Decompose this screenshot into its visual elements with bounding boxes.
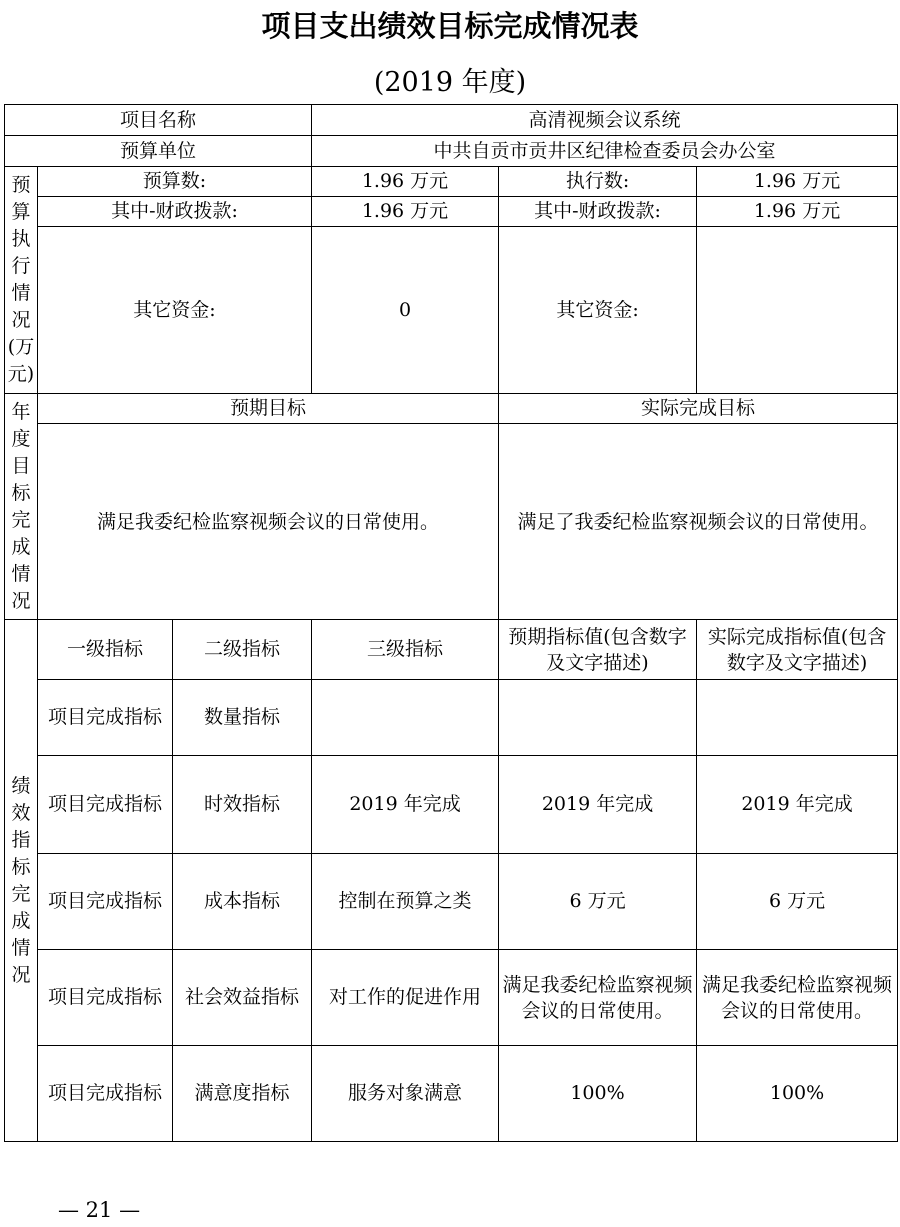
row-expected: 2019 年完成 <box>499 756 697 854</box>
goals-section-label: 年度目标完成情况 <box>5 394 38 620</box>
row-level3: 服务对象满意 <box>312 1046 499 1142</box>
row-level2: 数量指标 <box>173 680 312 756</box>
header-level1: 一级指标 <box>38 620 173 680</box>
other-exec-label: 其它资金: <box>499 227 697 394</box>
row-expected <box>499 680 697 756</box>
project-name-value: 高清视频会议系统 <box>312 105 898 136</box>
budget-row <box>5 167 898 197</box>
expected-goal-header: 预期目标 <box>38 394 499 424</box>
row-level1: 项目完成指标 <box>38 854 173 950</box>
exec-value: 1.96 万元 <box>697 167 898 197</box>
page-title: 项目支出绩效目标完成情况表 <box>261 9 639 43</box>
budget-label: 预算数: <box>38 167 312 197</box>
indicator-row-social <box>5 950 898 1046</box>
row-actual <box>697 680 898 756</box>
row-level1: 项目完成指标 <box>38 950 173 1046</box>
header-level2: 二级指标 <box>173 620 312 680</box>
fiscal-exec-value: 1.96 万元 <box>697 197 898 227</box>
fiscal-value: 1.96 万元 <box>312 197 499 227</box>
project-name-row <box>5 105 898 136</box>
row-level1: 项目完成指标 <box>38 680 173 756</box>
fiscal-row <box>5 197 898 227</box>
page-number: — 21 — <box>58 1198 141 1222</box>
row-level2: 社会效益指标 <box>173 950 312 1046</box>
row-actual: 2019 年完成 <box>697 756 898 854</box>
row-level3: 对工作的促进作用 <box>312 950 499 1046</box>
budget-section-label: 预算执行情况(万元) <box>5 167 38 394</box>
row-actual: 100% <box>697 1046 898 1142</box>
expected-goal-text: 满足我委纪检监察视频会议的日常使用。 <box>38 424 499 620</box>
budget-unit-row <box>5 136 898 167</box>
other-exec-value <box>697 227 898 394</box>
actual-goal-text: 满足了我委纪检监察视频会议的日常使用。 <box>499 424 898 620</box>
indicator-row-cost <box>5 854 898 950</box>
row-level2: 时效指标 <box>173 756 312 854</box>
row-expected: 100% <box>499 1046 697 1142</box>
performance-table <box>4 104 898 1142</box>
row-expected: 满足我委纪检监察视频会议的日常使用。 <box>499 950 697 1046</box>
budget-value: 1.96 万元 <box>312 167 499 197</box>
indicator-row-quantity <box>5 680 898 756</box>
row-level3: 控制在预算之类 <box>312 854 499 950</box>
row-level2: 成本指标 <box>173 854 312 950</box>
goals-content-row <box>5 424 898 620</box>
indicator-row-timeliness <box>5 756 898 854</box>
budget-unit-value: 中共自贡市贡井区纪律检查委员会办公室 <box>312 136 898 167</box>
goals-header-row <box>5 394 898 424</box>
indicators-section-label: 绩效指标完成情况 <box>5 620 38 1142</box>
budget-unit-label: 预算单位 <box>5 136 312 167</box>
other-funds-value: 0 <box>312 227 499 394</box>
header-actual-value: 实际完成指标值(包含数字及文字描述) <box>697 620 898 680</box>
indicator-row-satisfaction <box>5 1046 898 1142</box>
header-expected-value: 预期指标值(包含数字及文字描述) <box>499 620 697 680</box>
row-level1: 项目完成指标 <box>38 756 173 854</box>
fiscal-exec-label: 其中-财政拨款: <box>499 197 697 227</box>
row-level3: 2019 年完成 <box>312 756 499 854</box>
actual-goal-header: 实际完成目标 <box>499 394 898 424</box>
row-level3 <box>312 680 499 756</box>
row-level1: 项目完成指标 <box>38 1046 173 1142</box>
page-subtitle: (2019 年度) <box>373 67 527 98</box>
fiscal-label: 其中-财政拨款: <box>38 197 312 227</box>
project-name-label: 项目名称 <box>5 105 312 136</box>
exec-label: 执行数: <box>499 167 697 197</box>
indicator-header-row <box>5 620 898 680</box>
row-actual: 满足我委纪检监察视频会议的日常使用。 <box>697 950 898 1046</box>
row-actual: 6 万元 <box>697 854 898 950</box>
row-expected: 6 万元 <box>499 854 697 950</box>
row-level2: 满意度指标 <box>173 1046 312 1142</box>
header-level3: 三级指标 <box>312 620 499 680</box>
other-funds-label: 其它资金: <box>38 227 312 394</box>
other-funds-row <box>5 227 898 394</box>
